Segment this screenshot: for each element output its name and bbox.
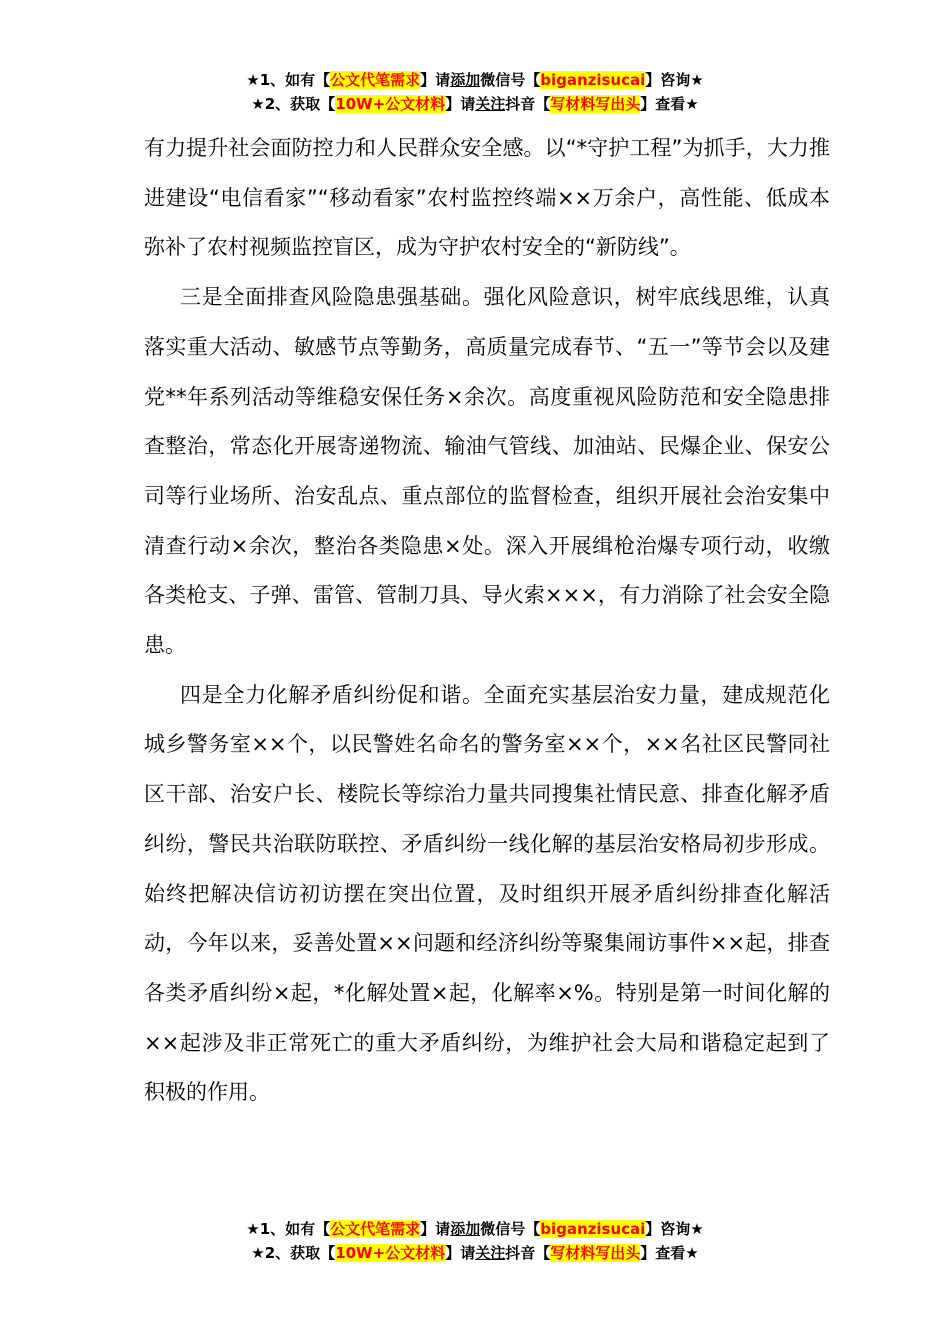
banner-underlined: 关注 — [475, 1244, 506, 1262]
banner-highlight: 公文代笔需求 — [330, 71, 421, 89]
banner-text: ★2、获取【 — [251, 95, 336, 113]
document-body — [144, 124, 830, 1118]
banner-text: ★1、如有【 — [246, 71, 331, 89]
paragraph-continuation: 有力提升社会面防控力和人民群众安全感。以“*守护工程”为抓手，大力推进建设“电信看家”“移动看家”农村监控终端××万余户，高性能、低成本弥补了农村视频监控盲区，成为守护农村安全的“新防线”。 — [144, 136, 830, 260]
banner-line-2 — [0, 1241, 950, 1265]
banner-underlined: 关注 — [475, 95, 506, 113]
banner-text: 抖音【 — [505, 95, 551, 113]
banner-line-1 — [0, 68, 950, 92]
paragraph-dispute-resolution: 四是全力化解矛盾纠纷促和谐。全面充实基层治安力量，建成规范化城乡警务室××个，以民警姓名命名的警务室××个，××名社区民警同社区干部、治安户长、楼院长等综治力量共同搜集社情民意、排查化解矛盾纠纷，警民共治联防联控、矛盾纠纷一线化解的基层治安格局初步形成。始终把解决信访初访摆在突出位置，及时组织开展矛盾纠纷排查化解活动，今年以来，妥善处置××问题和经济纠纷等聚集闹访事件××起，排查各类矛盾纠纷×起，*化解处置×起，化解率×%。特别是第一时间化解的××起涉及非正常死亡的重大矛盾纠纷，为维护社会大局和谐稳定起到了积极的作用。 — [144, 682, 830, 1105]
banner-text: ★1、如有【 — [246, 1220, 331, 1238]
banner-text: 】咨询★ — [645, 71, 704, 89]
paragraph-risk-investigation: 三是全面排查风险隐患强基础。强化风险意识，树牢底线思维，认真落实重大活动、敏感节点等勤务，高质量完成春节、“五一”等节会以及建党**年系列活动等维稳安保任务×余次。高度重视风险防范和安全隐患排查整治，常态化开展寄递物流、输油气管线、加油站、民爆企业、保安公司等行业场所、治安乱点、重点部位的监督检查，组织开展社会治安集中清查行动×余次，整治各类隐患×处。深入开展缉枪治爆专项行动，收缴各类枪支、子弹、雷管、管制刀具、导火索×××，有力消除了社会安全隐患。 — [144, 285, 830, 658]
banner-text: 】咨询★ — [645, 1220, 704, 1238]
banner-text: 】请 — [420, 1220, 451, 1238]
banner-highlight: 10W+公文材料 — [335, 95, 446, 113]
banner-text: 微信号【 — [480, 1220, 541, 1238]
banner-highlight: 10W+公文材料 — [335, 1244, 446, 1262]
footer-banner — [0, 1217, 950, 1265]
banner-text: 】请 — [445, 1244, 476, 1262]
banner-line-2 — [0, 92, 950, 116]
banner-highlight: 公文代笔需求 — [330, 1220, 421, 1238]
banner-text: ★2、获取【 — [251, 1244, 336, 1262]
header-banner — [0, 68, 950, 116]
banner-highlight: biganzisucai — [540, 1220, 646, 1238]
banner-text: 抖音【 — [505, 1244, 551, 1262]
banner-text: 】查看★ — [640, 95, 699, 113]
banner-highlight: biganzisucai — [540, 71, 646, 89]
banner-text: 微信号【 — [480, 71, 541, 89]
banner-highlight: 写材料写出头 — [550, 1244, 641, 1262]
banner-highlight: 写材料写出头 — [550, 95, 641, 113]
banner-line-1 — [0, 1217, 950, 1241]
banner-text: 】请 — [445, 95, 476, 113]
banner-text: 】查看★ — [640, 1244, 699, 1262]
banner-text: 】请 — [420, 71, 451, 89]
banner-underlined: 添加 — [450, 1220, 481, 1238]
banner-underlined: 添加 — [450, 71, 481, 89]
